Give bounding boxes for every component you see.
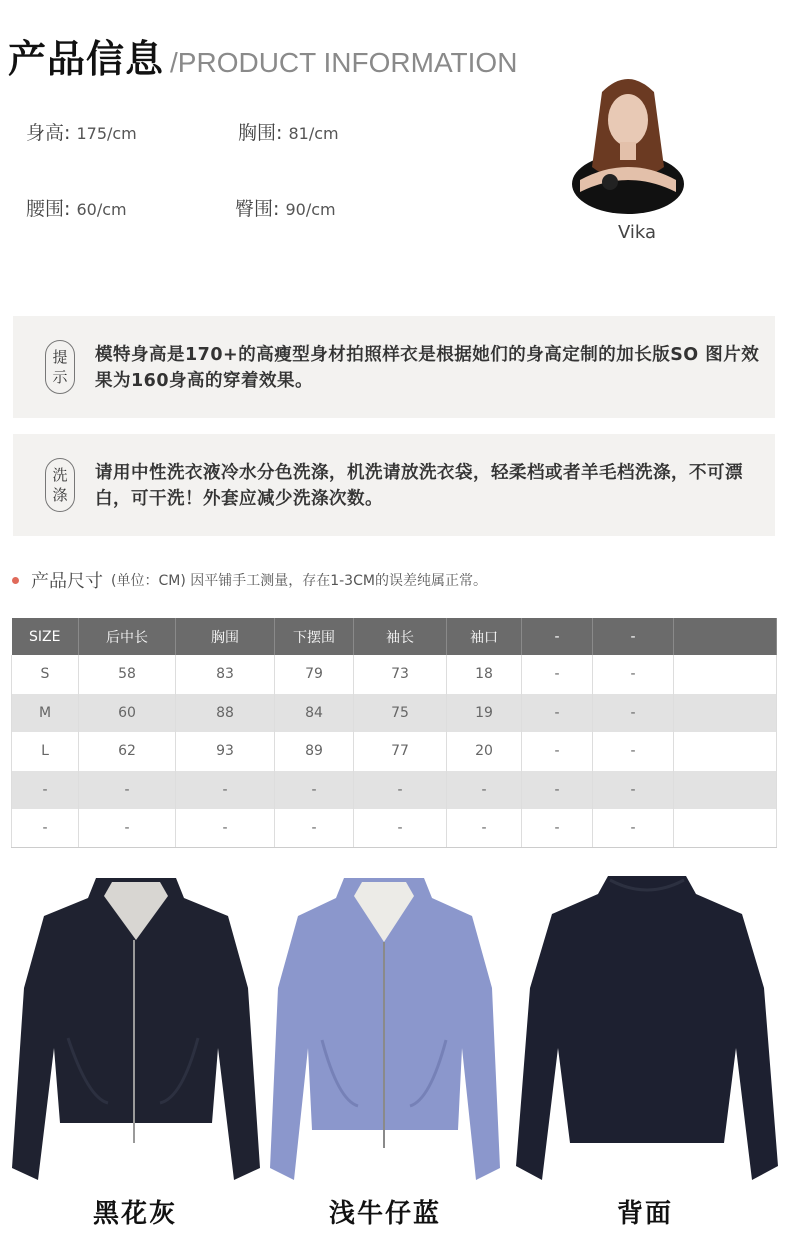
size-table-header-cell: - — [593, 618, 674, 655]
size-heading — [12, 567, 487, 593]
measure-hip-label: 臀围: — [235, 198, 280, 220]
size-table-cell: - — [176, 771, 275, 810]
product-label-dark: 黑花灰 — [92, 1199, 177, 1229]
measure-waist — [26, 194, 127, 221]
size-table-cell: - — [593, 655, 674, 694]
tip-badge-char-1: 提 — [52, 348, 68, 366]
size-table-cell: - — [79, 809, 176, 848]
tip-badge — [45, 340, 75, 394]
size-table-cell: - — [447, 809, 522, 848]
size-table-cell: - — [593, 732, 674, 771]
size-table-cell: 73 — [354, 655, 447, 694]
size-table-header-cell: 后中长 — [79, 618, 176, 655]
size-table-cell: M — [12, 694, 79, 733]
size-table-cell: 75 — [354, 694, 447, 733]
size-table — [11, 618, 777, 848]
measure-hip-value: 90/cm — [285, 200, 336, 219]
size-table-cell: - — [447, 771, 522, 810]
size-table-cell: 62 — [79, 732, 176, 771]
wash-text: 请用中性洗衣液冷水分色洗涤，机洗请放洗衣袋，轻柔档或者羊毛档洗涤，不可漂白，可干洗！外套应减少洗涤次数。 — [95, 463, 743, 509]
size-title: 产品尺寸 — [31, 571, 103, 592]
page-header — [8, 28, 517, 83]
size-table-header-cell: SIZE — [12, 618, 79, 655]
measure-waist-label: 腰围: — [26, 198, 71, 220]
wash-badge — [45, 458, 75, 512]
size-table-header-cell: 袖口 — [447, 618, 522, 655]
bullet-dot-icon — [12, 577, 19, 584]
size-table-header-cell: 胸围 — [176, 618, 275, 655]
measure-bust-label: 胸围: — [238, 122, 283, 144]
size-table-cell: - — [12, 771, 79, 810]
size-table-cell: S — [12, 655, 79, 694]
size-table-row — [12, 655, 777, 694]
size-table-cell: 77 — [354, 732, 447, 771]
measure-height-value: 175/cm — [76, 124, 137, 143]
page-subtitle: /PRODUCT INFORMATION — [170, 47, 518, 78]
size-table-row — [12, 694, 777, 733]
model-portrait — [572, 72, 684, 214]
size-table-cell: 84 — [275, 694, 354, 733]
page-title: 产品信息 — [8, 37, 165, 81]
wash-badge-char-2: 涤 — [52, 486, 68, 504]
measure-height — [26, 118, 137, 145]
size-table-cell: L — [12, 732, 79, 771]
size-table-cell: 88 — [176, 694, 275, 733]
size-table-header-cell: 下摆围 — [275, 618, 354, 655]
size-table-cell: 60 — [79, 694, 176, 733]
size-table-cell — [674, 771, 777, 810]
product-label-blue: 浅牛仔蓝 — [328, 1199, 441, 1229]
jacket-front-dark-image — [8, 868, 264, 1190]
size-table-row — [12, 809, 777, 848]
size-table-cell — [674, 694, 777, 733]
size-table-cell: - — [593, 771, 674, 810]
size-note: (单位：CM) 因平铺手工测量，存在1-3CM的误差纯属正常。 — [111, 573, 487, 589]
size-table-cell: 83 — [176, 655, 275, 694]
size-table-row — [12, 771, 777, 810]
size-table-cell: 58 — [79, 655, 176, 694]
measure-bust — [238, 118, 339, 145]
size-table-row — [12, 732, 777, 771]
tip-text: 模特身高是170+的高瘦型身材拍照样衣是根据她们的身高定制的加长版SO 图片效果为160身高的穿着效果。 — [95, 345, 760, 391]
model-name: Vika — [617, 222, 657, 243]
tip-badge-char-2: 示 — [52, 368, 68, 386]
size-table-cell: - — [593, 809, 674, 848]
size-table-header-cell: - — [522, 618, 593, 655]
measure-waist-value: 60/cm — [76, 200, 127, 219]
size-table-cell: 20 — [447, 732, 522, 771]
measure-hip — [235, 194, 336, 221]
size-table-cell: 18 — [447, 655, 522, 694]
size-table-cell: 93 — [176, 732, 275, 771]
size-table-cell: - — [522, 732, 593, 771]
jacket-front-blue-image — [266, 868, 504, 1190]
size-table-header-row — [12, 618, 777, 655]
size-table-cell: - — [522, 771, 593, 810]
size-table-cell — [674, 809, 777, 848]
size-table-cell: - — [275, 809, 354, 848]
size-table-cell: - — [79, 771, 176, 810]
size-table-header-cell: 袖长 — [354, 618, 447, 655]
measure-height-label: 身高: — [26, 122, 71, 144]
size-table-cell: - — [522, 809, 593, 848]
size-table-cell: 89 — [275, 732, 354, 771]
size-table-cell: - — [275, 771, 354, 810]
size-table-cell: 19 — [447, 694, 522, 733]
size-table-cell: - — [522, 655, 593, 694]
size-table-cell: 79 — [275, 655, 354, 694]
size-table-cell: - — [12, 809, 79, 848]
jacket-back-image — [510, 868, 784, 1190]
size-table-cell — [674, 732, 777, 771]
wash-note-box — [13, 434, 775, 536]
size-table-cell: - — [354, 771, 447, 810]
size-table-cell: - — [522, 694, 593, 733]
size-table-cell: - — [354, 809, 447, 848]
measure-bust-value: 81/cm — [288, 124, 339, 143]
size-table-cell: - — [176, 809, 275, 848]
wash-badge-char-1: 洗 — [52, 466, 68, 484]
size-table-cell: - — [593, 694, 674, 733]
product-label-back: 背面 — [616, 1199, 673, 1229]
tip-note-box — [13, 316, 775, 418]
size-table-cell — [674, 655, 777, 694]
size-table-header-cell — [674, 618, 777, 655]
